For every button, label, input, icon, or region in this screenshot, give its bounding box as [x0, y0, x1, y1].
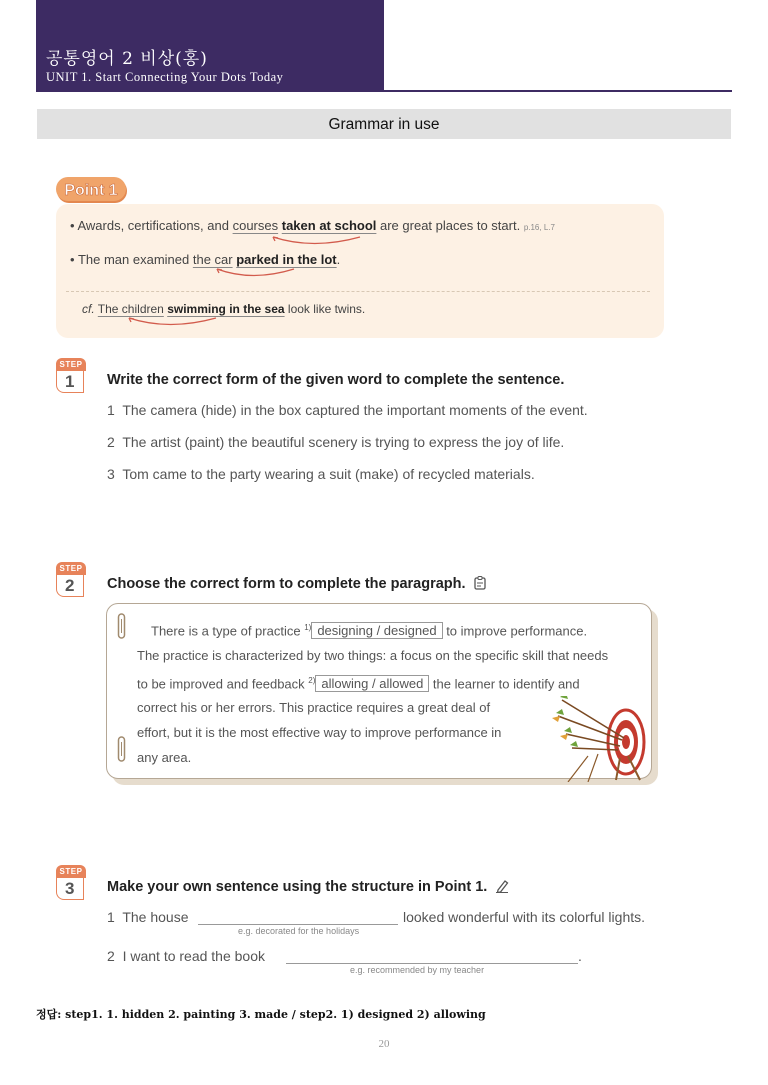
- participle-phrase: parked in the lot: [236, 252, 337, 267]
- point-example-2: • The man examined the car parked in the lot.: [70, 252, 341, 267]
- step-1-item: [107, 434, 564, 450]
- point-badge: [56, 177, 128, 204]
- noun: courses: [232, 218, 279, 233]
- point-contrast-example: cf. The children swimming in the sea look like twins.: [82, 302, 366, 316]
- worksheet-icon: [474, 576, 487, 590]
- answer-blank[interactable]: [286, 963, 578, 964]
- blank-marker: 2): [308, 675, 316, 685]
- step-3-item: 1 The house: [107, 909, 189, 925]
- step-1-instruction: Write the correct form of the given word to complete the sentence.: [107, 372, 565, 388]
- participle-phrase: taken at school: [281, 218, 377, 233]
- item-number: 2: [107, 434, 115, 450]
- step-2-instruction: Choose the correct form to complete the paragraph.: [107, 576, 487, 592]
- step-1-item: [107, 466, 535, 482]
- item-number: 1: [107, 402, 115, 418]
- sentence-ending: .: [578, 948, 582, 964]
- blank-marker: 1): [304, 623, 312, 632]
- step-number: 2: [56, 575, 84, 597]
- practice-paragraph: There is a type of practice $^{1)}$ designing / designed to improve performance. The practice is characterized by two things: a focus on the specific skill that needs to be improved and feedback $^{2)}$ allowing / allowed the learner to identify and correct his or her errors. This practice requires a great deal of effort, but it is the most effective way to improve performance in any area.: [137, 623, 609, 765]
- step-tag: STEP: [56, 562, 86, 575]
- target-arrows-illustration: [548, 696, 656, 782]
- hint-text: e.g. decorated for the holidays: [238, 926, 360, 936]
- sentence-ending: looked wonderful with its colorful lights.: [403, 909, 646, 925]
- page-number: 20: [378, 1038, 390, 1050]
- point-badge-label: Point 1: [64, 182, 118, 199]
- bullet: •: [70, 252, 75, 267]
- step-3-badge: [56, 865, 86, 900]
- step-3-instruction: Make your own sentence using the structure in Point 1.: [107, 879, 509, 895]
- item-number: 3: [107, 466, 115, 482]
- step-number: 1: [56, 371, 84, 393]
- hint-text: e.g. recommended by my teacher: [350, 965, 485, 975]
- cf-label: cf.: [82, 302, 95, 316]
- page-reference: p.16, L.7: [523, 223, 555, 232]
- choice-box[interactable]: allowing / allowed: [315, 675, 429, 692]
- unit-title: UNIT 1. Start Connecting Your Dots Today: [46, 70, 284, 84]
- answer-key: 정답: step1. 1. hidden 2. painting 3. made / step2. 1) designed 2) allowing: [36, 1008, 486, 1021]
- noun: The children: [97, 302, 164, 316]
- item-text: The camera (hide) in the box captured the important moments of the event.: [122, 402, 588, 418]
- item-number: 2: [107, 948, 115, 964]
- choice-box[interactable]: designing / designed: [311, 622, 442, 639]
- step-3-item: 2 I want to read the book: [107, 948, 266, 964]
- step-number: 3: [56, 878, 84, 900]
- step-1-item: [107, 402, 588, 418]
- modifier-arrow: [124, 315, 224, 329]
- item-text: The artist (paint) the beautiful scenery is trying to express the joy of life.: [122, 434, 565, 450]
- step-tag: STEP: [56, 358, 86, 371]
- item-number: 1: [107, 909, 115, 925]
- participle-phrase: swimming in the sea: [167, 302, 285, 316]
- step-tag: STEP: [56, 865, 86, 878]
- divider: [66, 291, 650, 292]
- textbook-title: 공통영어 2 비상(홍): [46, 49, 208, 69]
- section-title: Grammar in use: [37, 109, 731, 139]
- pencil-icon: [495, 879, 509, 893]
- bullet: •: [70, 218, 75, 233]
- noun: the car: [192, 252, 233, 267]
- point-example-1: • Awards, certifications, and courses taken at school are great places to start. p.16, L.7: [70, 218, 555, 233]
- binder-ring-icon: [117, 613, 126, 639]
- header-rule: [36, 90, 732, 92]
- step-1-badge: [56, 358, 86, 393]
- answer-blank[interactable]: [198, 924, 398, 925]
- item-text: Tom came to the party wearing a suit (make) of recycled materials.: [122, 466, 535, 482]
- step-2-badge: [56, 562, 86, 597]
- modifier-arrow: [212, 266, 302, 280]
- binder-ring-icon: [117, 736, 126, 762]
- modifier-arrow: [268, 234, 368, 248]
